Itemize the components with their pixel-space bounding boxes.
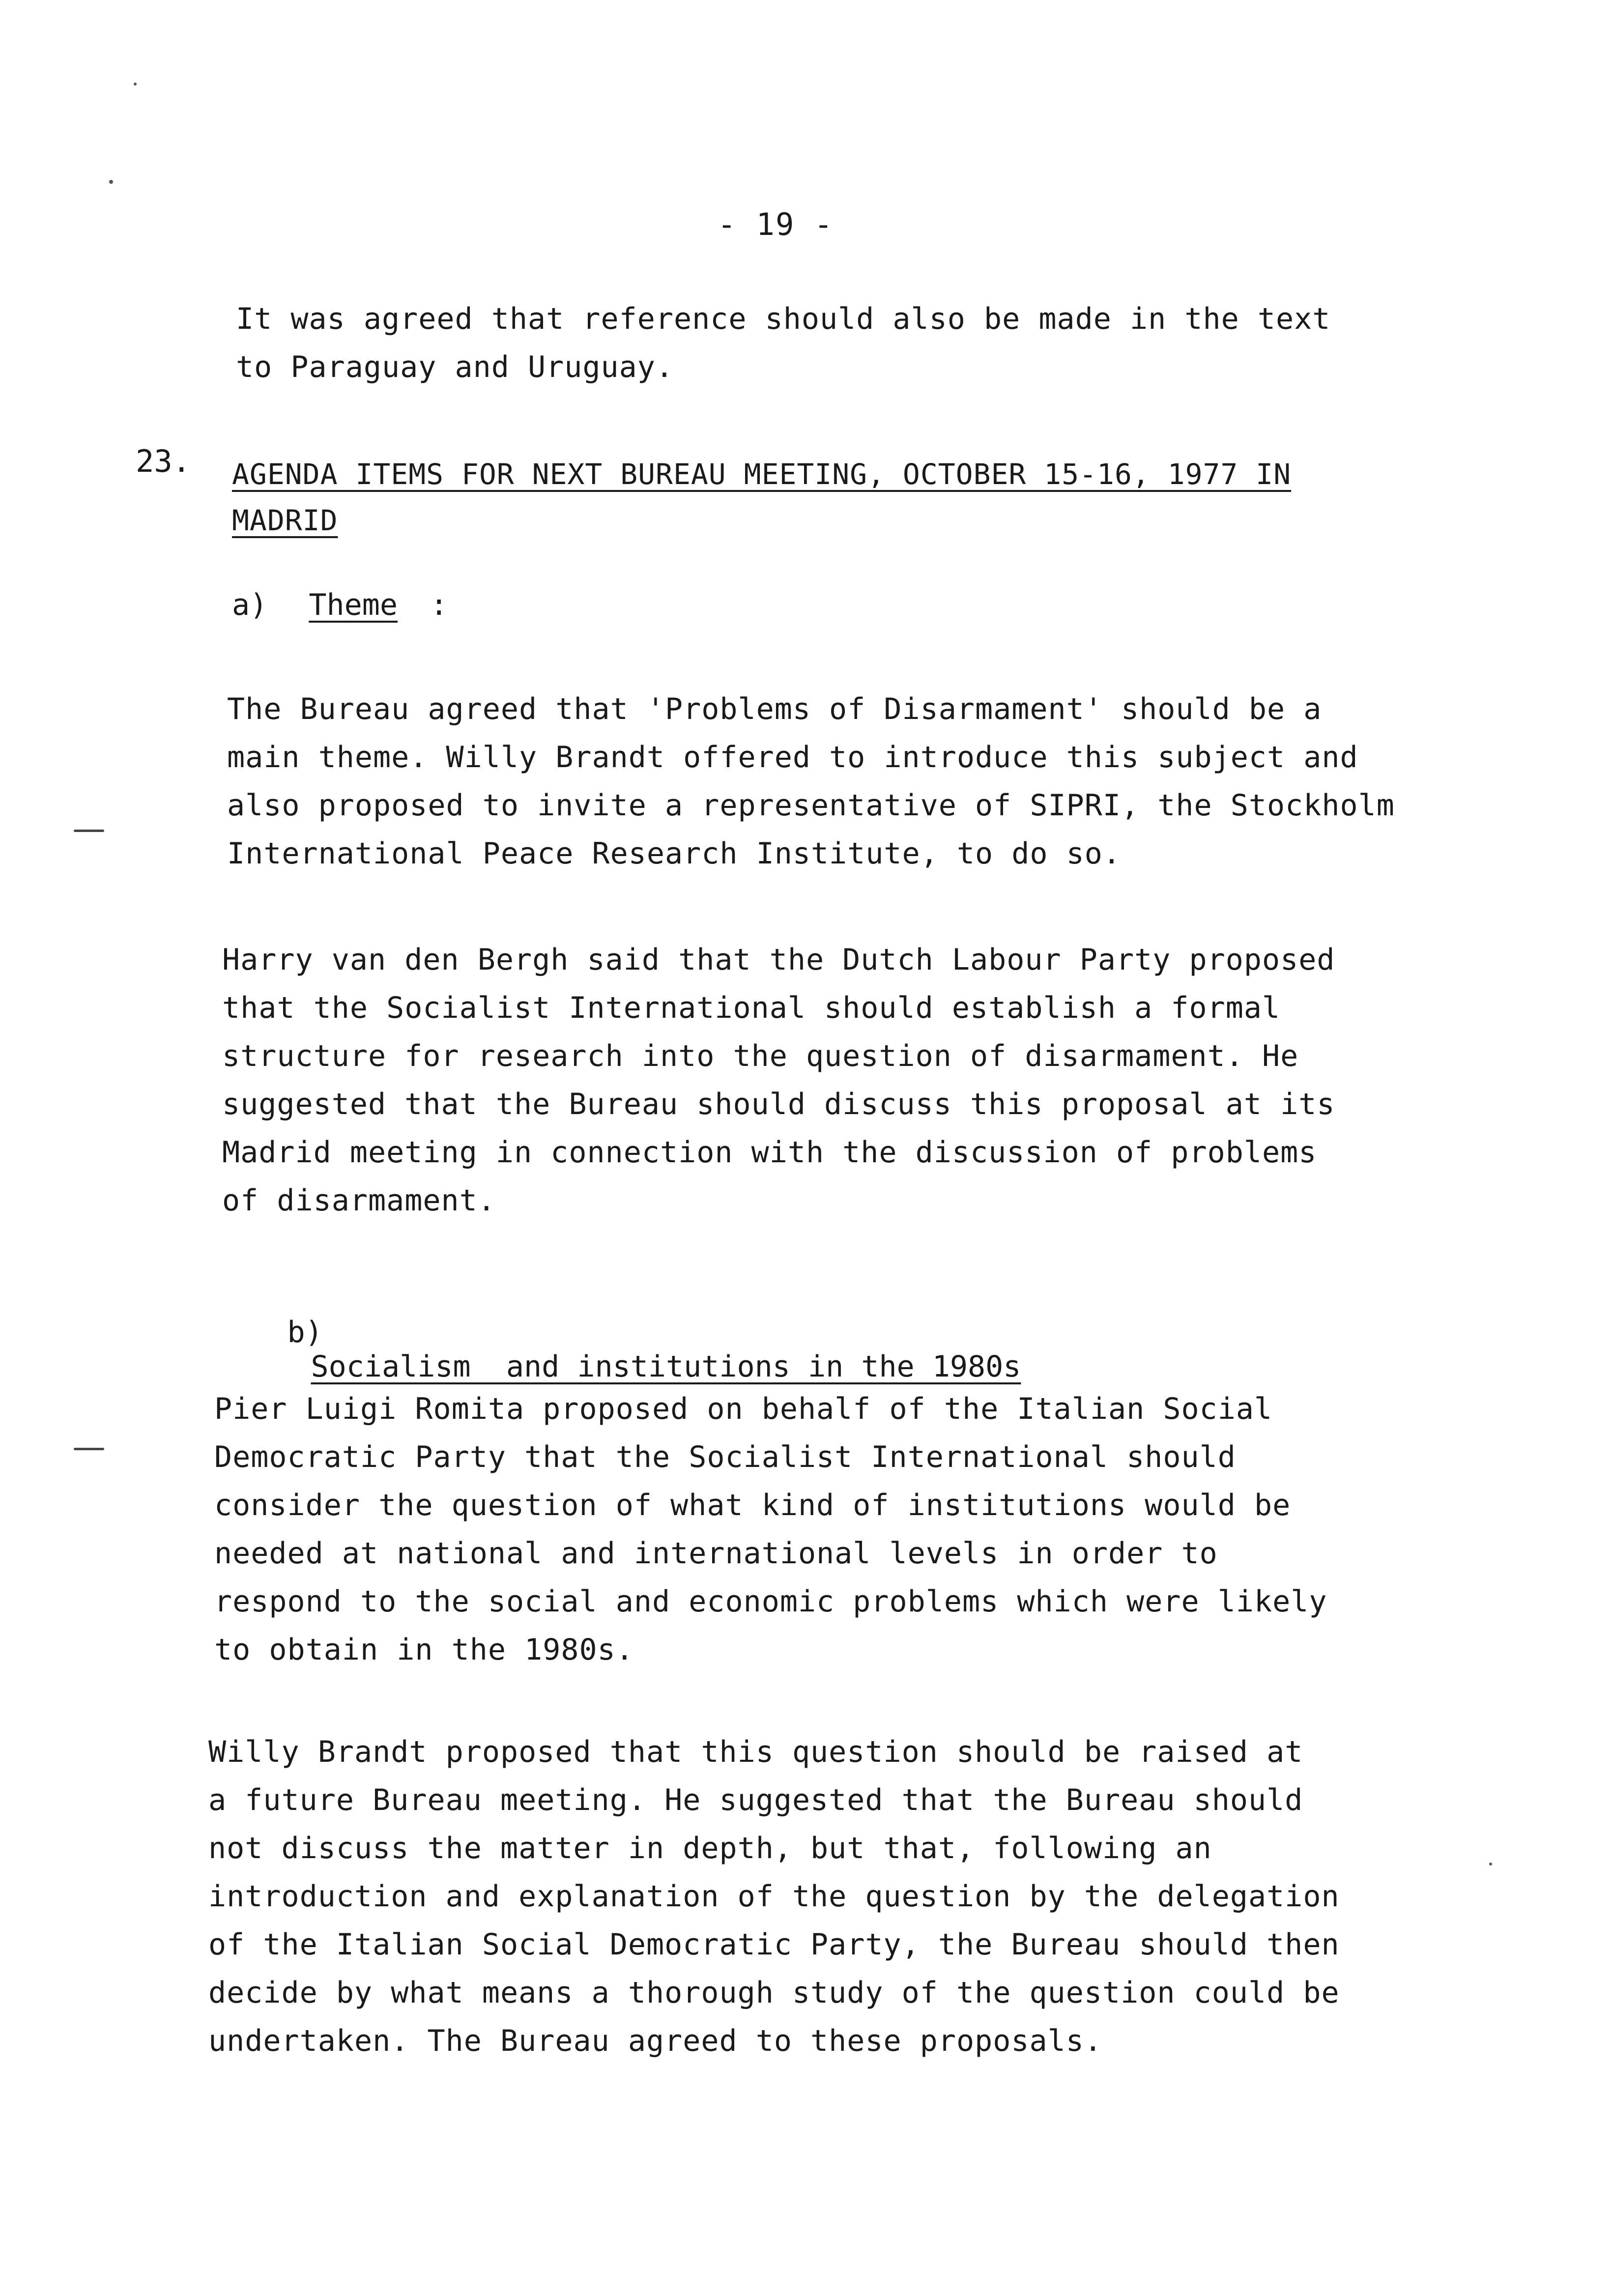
subsection-b-marker: b) bbox=[287, 1315, 323, 1349]
section-heading: AGENDA ITEMS FOR NEXT BUREAU MEETING, OCTOBER 15-16, 1977 IN MADRID bbox=[232, 458, 1292, 537]
subsection-a-marker: a) bbox=[232, 588, 268, 622]
bergh-paragraph: Harry van den Bergh said that the Dutch Labour Party proposed that the Socialist International should establish a formal structure for research into the question of disarmament. He suggested that the Bureau should discuss this proposal at its Madrid meeting in connection with the discussion of problems of disarmament. bbox=[222, 943, 1335, 1218]
subsection-a-label: Theme bbox=[309, 588, 398, 622]
theme-paragraph: The Bureau agreed that 'Problems of Disarmament' should be a main theme. Willy Brandt offered to introduce this subject and also proposed to invite a representative of SIPRI, the Stockholm International Peace Research Institute, to do so. bbox=[227, 692, 1395, 871]
margin-mark bbox=[74, 1448, 104, 1450]
scan-speck bbox=[109, 180, 113, 184]
intro-paragraph: It was agreed that reference should also be made in the text to Paraguay and Uruguay. bbox=[236, 302, 1331, 384]
subsection-b-label: Socialism and institutions in the 1980s bbox=[311, 1349, 1021, 1384]
page-number: - 19 - bbox=[718, 206, 834, 242]
section-number: 23. bbox=[136, 443, 191, 479]
margin-mark bbox=[74, 830, 104, 832]
brandt-paragraph: Willy Brandt proposed that this question should be raised at a future Bureau meeting. He suggested that the Bureau should not discuss the matter in depth, but that, following an introduction and explanation of the question by the delegation of the Italian Social Democratic Party, the Bureau should then decide by what means a thorough study of the question could be undertaken. The Bureau agreed to these proposals. bbox=[208, 1735, 1340, 2058]
romita-paragraph: Pier Luigi Romita proposed on behalf of the Italian Social Democratic Party that the Socialist International should consider the question of what kind of institutions would be needed at national and international levels in order to respond to the social and economic problems which were likely to obtain in the 1980s. bbox=[214, 1392, 1327, 1667]
subsection-a-title bbox=[232, 588, 448, 622]
subsection-a-colon: : bbox=[430, 588, 448, 622]
scan-speck bbox=[134, 83, 137, 86]
